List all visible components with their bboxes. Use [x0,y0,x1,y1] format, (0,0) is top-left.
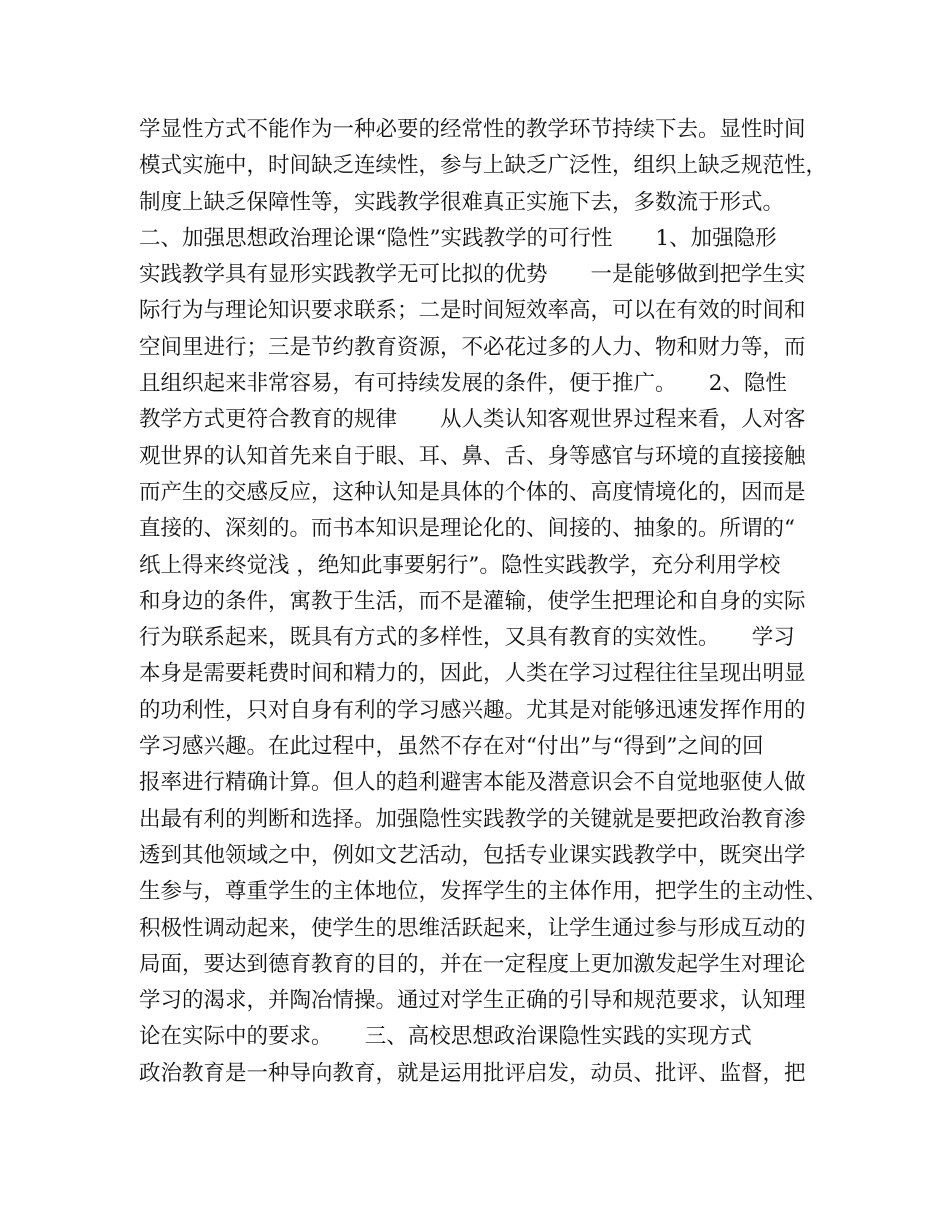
text-line: 模式实施中，时间缺乏连续性，参与上缺乏广泛性，组织上缺乏规范性， [139,153,828,179]
text-line: 透到其他领域之中，例如文艺活动，包括专业课实践教学中，既突出学 [139,842,806,868]
body-text [139,112,828,1092]
text-line: 政治教育是一种导向教育，就是运用批评启发，动员、批评、监督，把 [139,1060,806,1086]
text-line: 而产生的交感反应，这种认知是具体的个体的、高度情境化的，因而是 [139,479,806,505]
text-line: 本身是需要耗费时间和精力的，因此，人类在学习过程往往呈现出明显 [139,661,806,687]
text-line: 和身边的条件，寓教于生活，而不是灌输，使学生把理论和自身的实际 [139,588,806,614]
text-line: 观世界的认知首先来自于眼、耳、鼻、舌、身等感官与环境的直接接触 [139,443,806,469]
text-line: 行为联系起来，既具有方式的多样性，又具有教育的实效性。 学习 [139,625,795,651]
text-line: 纸上得来终觉浅 ，绝知此事要躬行”。隐性实践教学，充分利用学校 [139,552,781,578]
text-line: 出最有利的判断和选择。加强隐性实践教学的关键就是要把政治教育渗 [139,806,806,832]
text-line: 论在实际中的要求。 三、高校思想政治课隐性实践的实现方式 [139,1024,752,1050]
text-line: 生参与，尊重学生的主体地位，发挥学生的主体作用，把学生的主动性、 [139,879,828,905]
text-line: 空间里进行；三是节约教育资源，不必花过多的人力、物和财力等，而 [139,334,806,360]
text-line: 且组织起来非常容易，有可持续发展的条件，便于推广。 2、隐性 [139,371,787,397]
text-line: 学习的渴求，并陶冶情操。通过对学生正确的引导和规范要求，认知理 [139,988,806,1014]
text-line: 的功利性，只对自身有利的学习感兴趣。尤其是对能够迅速发挥作用的 [139,697,806,723]
text-line: 报率进行精确计算。但人的趋利避害本能及潜意识会不自觉地驱使人做 [139,770,806,796]
text-line: 实践教学具有显形实践教学无可比拟的优势 一是能够做到把学生实 [139,262,806,288]
text-line: 直接的、深刻的。而书本知识是理论化的、间接的、抽象的。所谓的“ [139,516,795,542]
text-line: 学显性方式不能作为一种必要的经常性的教学环节持续下去。显性时间 [139,117,806,142]
text-line: 教学方式更符合教育的规律 从人类认知客观世界过程来看，人对客 [139,407,806,433]
text-line: 局面，要达到德育教育的目的，并在一定程度上更加激发起学生对理论 [139,951,806,977]
text-line: 积极性调动起来，使学生的思维活跃起来，让学生通过参与形成互动的 [139,915,806,941]
text-line: 制度上缺乏保障性等，实践教学很难真正实施下去，多数流于形式。 [139,189,785,215]
text-line: 二、加强思想政治理论课“隐性”实践教学的可行性 1、加强隐形 [139,225,777,251]
text-line: 学习感兴趣。在此过程中，虽然不存在对“付出”与“得到”之间的回 [139,734,764,760]
text-line: 际行为与理论知识要求联系；二是时间短效率高，可以在有效的时间和 [139,298,806,324]
